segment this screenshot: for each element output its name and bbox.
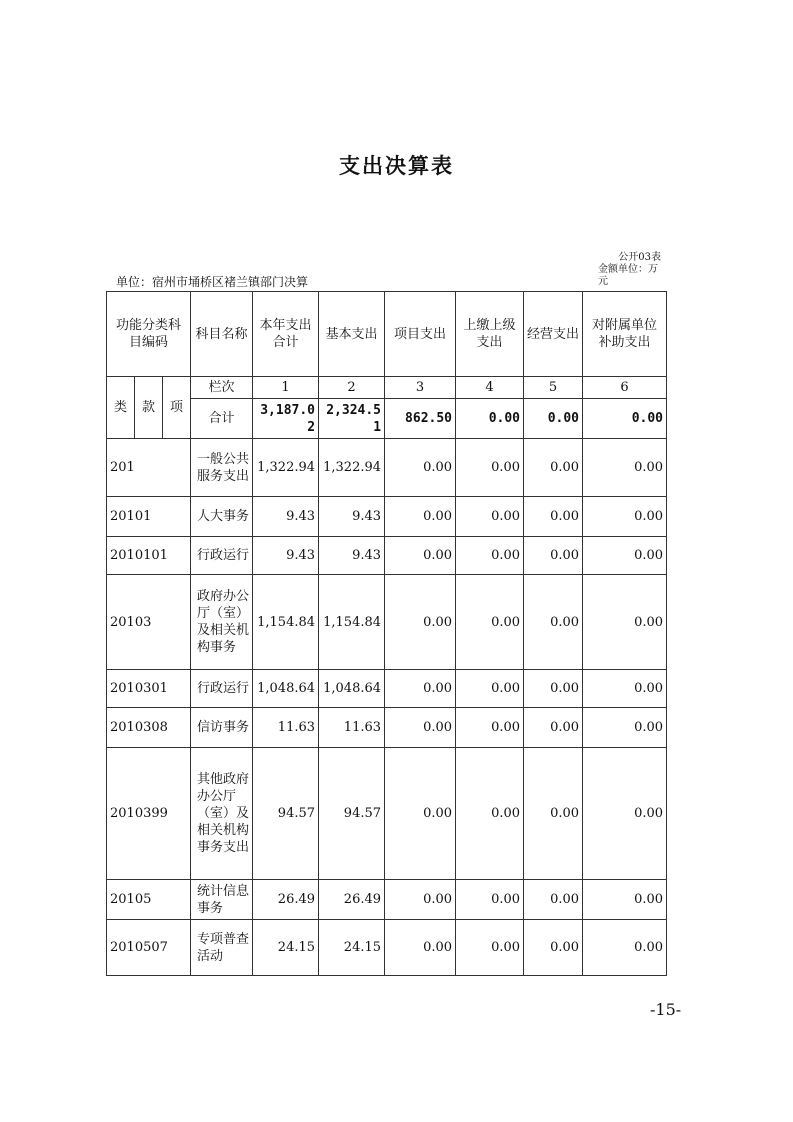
header-row bbox=[107, 292, 667, 377]
total-row bbox=[107, 399, 667, 439]
row-value: 26.49 bbox=[253, 880, 319, 920]
row-value: 0.00 bbox=[583, 575, 667, 670]
row-value: 0.00 bbox=[385, 439, 456, 497]
row-value: 94.57 bbox=[253, 748, 319, 880]
row-code: 2010399 bbox=[107, 748, 191, 880]
col-number: 1 bbox=[253, 377, 319, 399]
row-code: 2010308 bbox=[107, 708, 191, 748]
row-value: 0.00 bbox=[385, 920, 456, 976]
row-name: 政府办公厅（室）及相关机构事务 bbox=[191, 575, 253, 670]
header-project: 项目支出 bbox=[385, 292, 456, 377]
table-row bbox=[107, 497, 667, 537]
row-value: 0.00 bbox=[385, 537, 456, 575]
row-value: 0.00 bbox=[524, 537, 583, 575]
table-row bbox=[107, 439, 667, 497]
row-value: 0.00 bbox=[385, 497, 456, 537]
expenditure-table bbox=[106, 291, 667, 976]
header-subject-name: 科目名称 bbox=[191, 292, 253, 377]
table-row bbox=[107, 748, 667, 880]
row-value: 0.00 bbox=[456, 670, 524, 708]
row-value: 1,048.64 bbox=[253, 670, 319, 708]
row-value: 0.00 bbox=[583, 497, 667, 537]
row-value: 0.00 bbox=[456, 575, 524, 670]
row-value: 0.00 bbox=[583, 670, 667, 708]
row-name: 人大事务 bbox=[191, 497, 253, 537]
row-value: 0.00 bbox=[524, 748, 583, 880]
row-value: 1,048.64 bbox=[319, 670, 385, 708]
col-number: 3 bbox=[385, 377, 456, 399]
row-value: 0.00 bbox=[524, 670, 583, 708]
row-code: 20105 bbox=[107, 880, 191, 920]
row-value: 0.00 bbox=[583, 880, 667, 920]
row-value: 26.49 bbox=[319, 880, 385, 920]
column-index-row bbox=[107, 377, 667, 399]
header-xiang: 项 bbox=[163, 377, 191, 439]
total-value: 0.00 bbox=[583, 399, 667, 439]
row-name: 行政运行 bbox=[191, 537, 253, 575]
row-name: 信访事务 bbox=[191, 708, 253, 748]
page-number: -15- bbox=[650, 1000, 682, 1019]
row-name: 行政运行 bbox=[191, 670, 253, 708]
row-value: 0.00 bbox=[385, 708, 456, 748]
row-value: 1,322.94 bbox=[253, 439, 319, 497]
row-value: 0.00 bbox=[385, 670, 456, 708]
col-number: 6 bbox=[583, 377, 667, 399]
row-value: 0.00 bbox=[385, 748, 456, 880]
table-row bbox=[107, 708, 667, 748]
header-business: 经营支出 bbox=[524, 292, 583, 377]
row-value: 0.00 bbox=[583, 439, 667, 497]
header-total: 本年支出合计 bbox=[253, 292, 319, 377]
col-number: 2 bbox=[319, 377, 385, 399]
row-code: 2010301 bbox=[107, 670, 191, 708]
row-value: 1,154.84 bbox=[319, 575, 385, 670]
form-code: 公开03表 bbox=[618, 252, 661, 263]
table-row bbox=[107, 537, 667, 575]
table-row bbox=[107, 670, 667, 708]
row-value: 11.63 bbox=[319, 708, 385, 748]
row-value: 0.00 bbox=[583, 537, 667, 575]
total-value: 0.00 bbox=[456, 399, 524, 439]
header-func-code: 功能分类科目编码 bbox=[107, 292, 191, 377]
row-value: 0.00 bbox=[524, 575, 583, 670]
table-row bbox=[107, 880, 667, 920]
amount-unit: 金额单位：万元 bbox=[598, 264, 658, 287]
total-value: 3,187.02 bbox=[253, 399, 319, 439]
row-value: 9.43 bbox=[319, 497, 385, 537]
row-code: 20101 bbox=[107, 497, 191, 537]
total-value: 862.50 bbox=[385, 399, 456, 439]
row-code: 2010101 bbox=[107, 537, 191, 575]
row-value: 9.43 bbox=[319, 537, 385, 575]
row-value: 0.00 bbox=[456, 748, 524, 880]
header-lei: 类 bbox=[107, 377, 135, 439]
header-upper: 上缴上级支出 bbox=[456, 292, 524, 377]
row-value: 0.00 bbox=[456, 439, 524, 497]
page-title: 支出决算表 bbox=[339, 154, 454, 178]
header-subsidy: 对附属单位补助支出 bbox=[583, 292, 667, 377]
row-value: 24.15 bbox=[319, 920, 385, 976]
row-code: 2010507 bbox=[107, 920, 191, 976]
row-value: 0.00 bbox=[524, 439, 583, 497]
row-value: 9.43 bbox=[253, 537, 319, 575]
table-row bbox=[107, 920, 667, 976]
row-value: 0.00 bbox=[456, 497, 524, 537]
row-value: 1,154.84 bbox=[253, 575, 319, 670]
row-value: 0.00 bbox=[456, 537, 524, 575]
row-value: 24.15 bbox=[253, 920, 319, 976]
header-kuan: 款 bbox=[135, 377, 163, 439]
col-number: 4 bbox=[456, 377, 524, 399]
table-row bbox=[107, 575, 667, 670]
row-name: 统计信息事务 bbox=[191, 880, 253, 920]
row-value: 0.00 bbox=[524, 708, 583, 748]
row-value: 0.00 bbox=[385, 880, 456, 920]
row-value: 0.00 bbox=[456, 920, 524, 976]
row-value: 9.43 bbox=[253, 497, 319, 537]
row-code: 201 bbox=[107, 439, 191, 497]
row-value: 0.00 bbox=[583, 708, 667, 748]
row-value: 0.00 bbox=[583, 920, 667, 976]
row-name: 其他政府办公厅（室）及相关机构事务支出 bbox=[191, 748, 253, 880]
row-value: 0.00 bbox=[524, 880, 583, 920]
row-value: 11.63 bbox=[253, 708, 319, 748]
reporting-unit: 单位：宿州市埇桥区褚兰镇部门决算 bbox=[116, 275, 309, 289]
row-value: 0.00 bbox=[456, 880, 524, 920]
row-value: 0.00 bbox=[524, 497, 583, 537]
header-basic: 基本支出 bbox=[319, 292, 385, 377]
total-value: 2,324.51 bbox=[319, 399, 385, 439]
row-value: 0.00 bbox=[524, 920, 583, 976]
column-index-label: 栏次 bbox=[191, 377, 253, 399]
col-number: 5 bbox=[524, 377, 583, 399]
row-value: 0.00 bbox=[456, 708, 524, 748]
total-label: 合计 bbox=[191, 399, 253, 439]
row-value: 1,322.94 bbox=[319, 439, 385, 497]
row-code: 20103 bbox=[107, 575, 191, 670]
row-value: 0.00 bbox=[583, 748, 667, 880]
row-name: 专项普查活动 bbox=[191, 920, 253, 976]
row-name: 一般公共服务支出 bbox=[191, 439, 253, 497]
total-value: 0.00 bbox=[524, 399, 583, 439]
row-value: 0.00 bbox=[385, 575, 456, 670]
row-value: 94.57 bbox=[319, 748, 385, 880]
